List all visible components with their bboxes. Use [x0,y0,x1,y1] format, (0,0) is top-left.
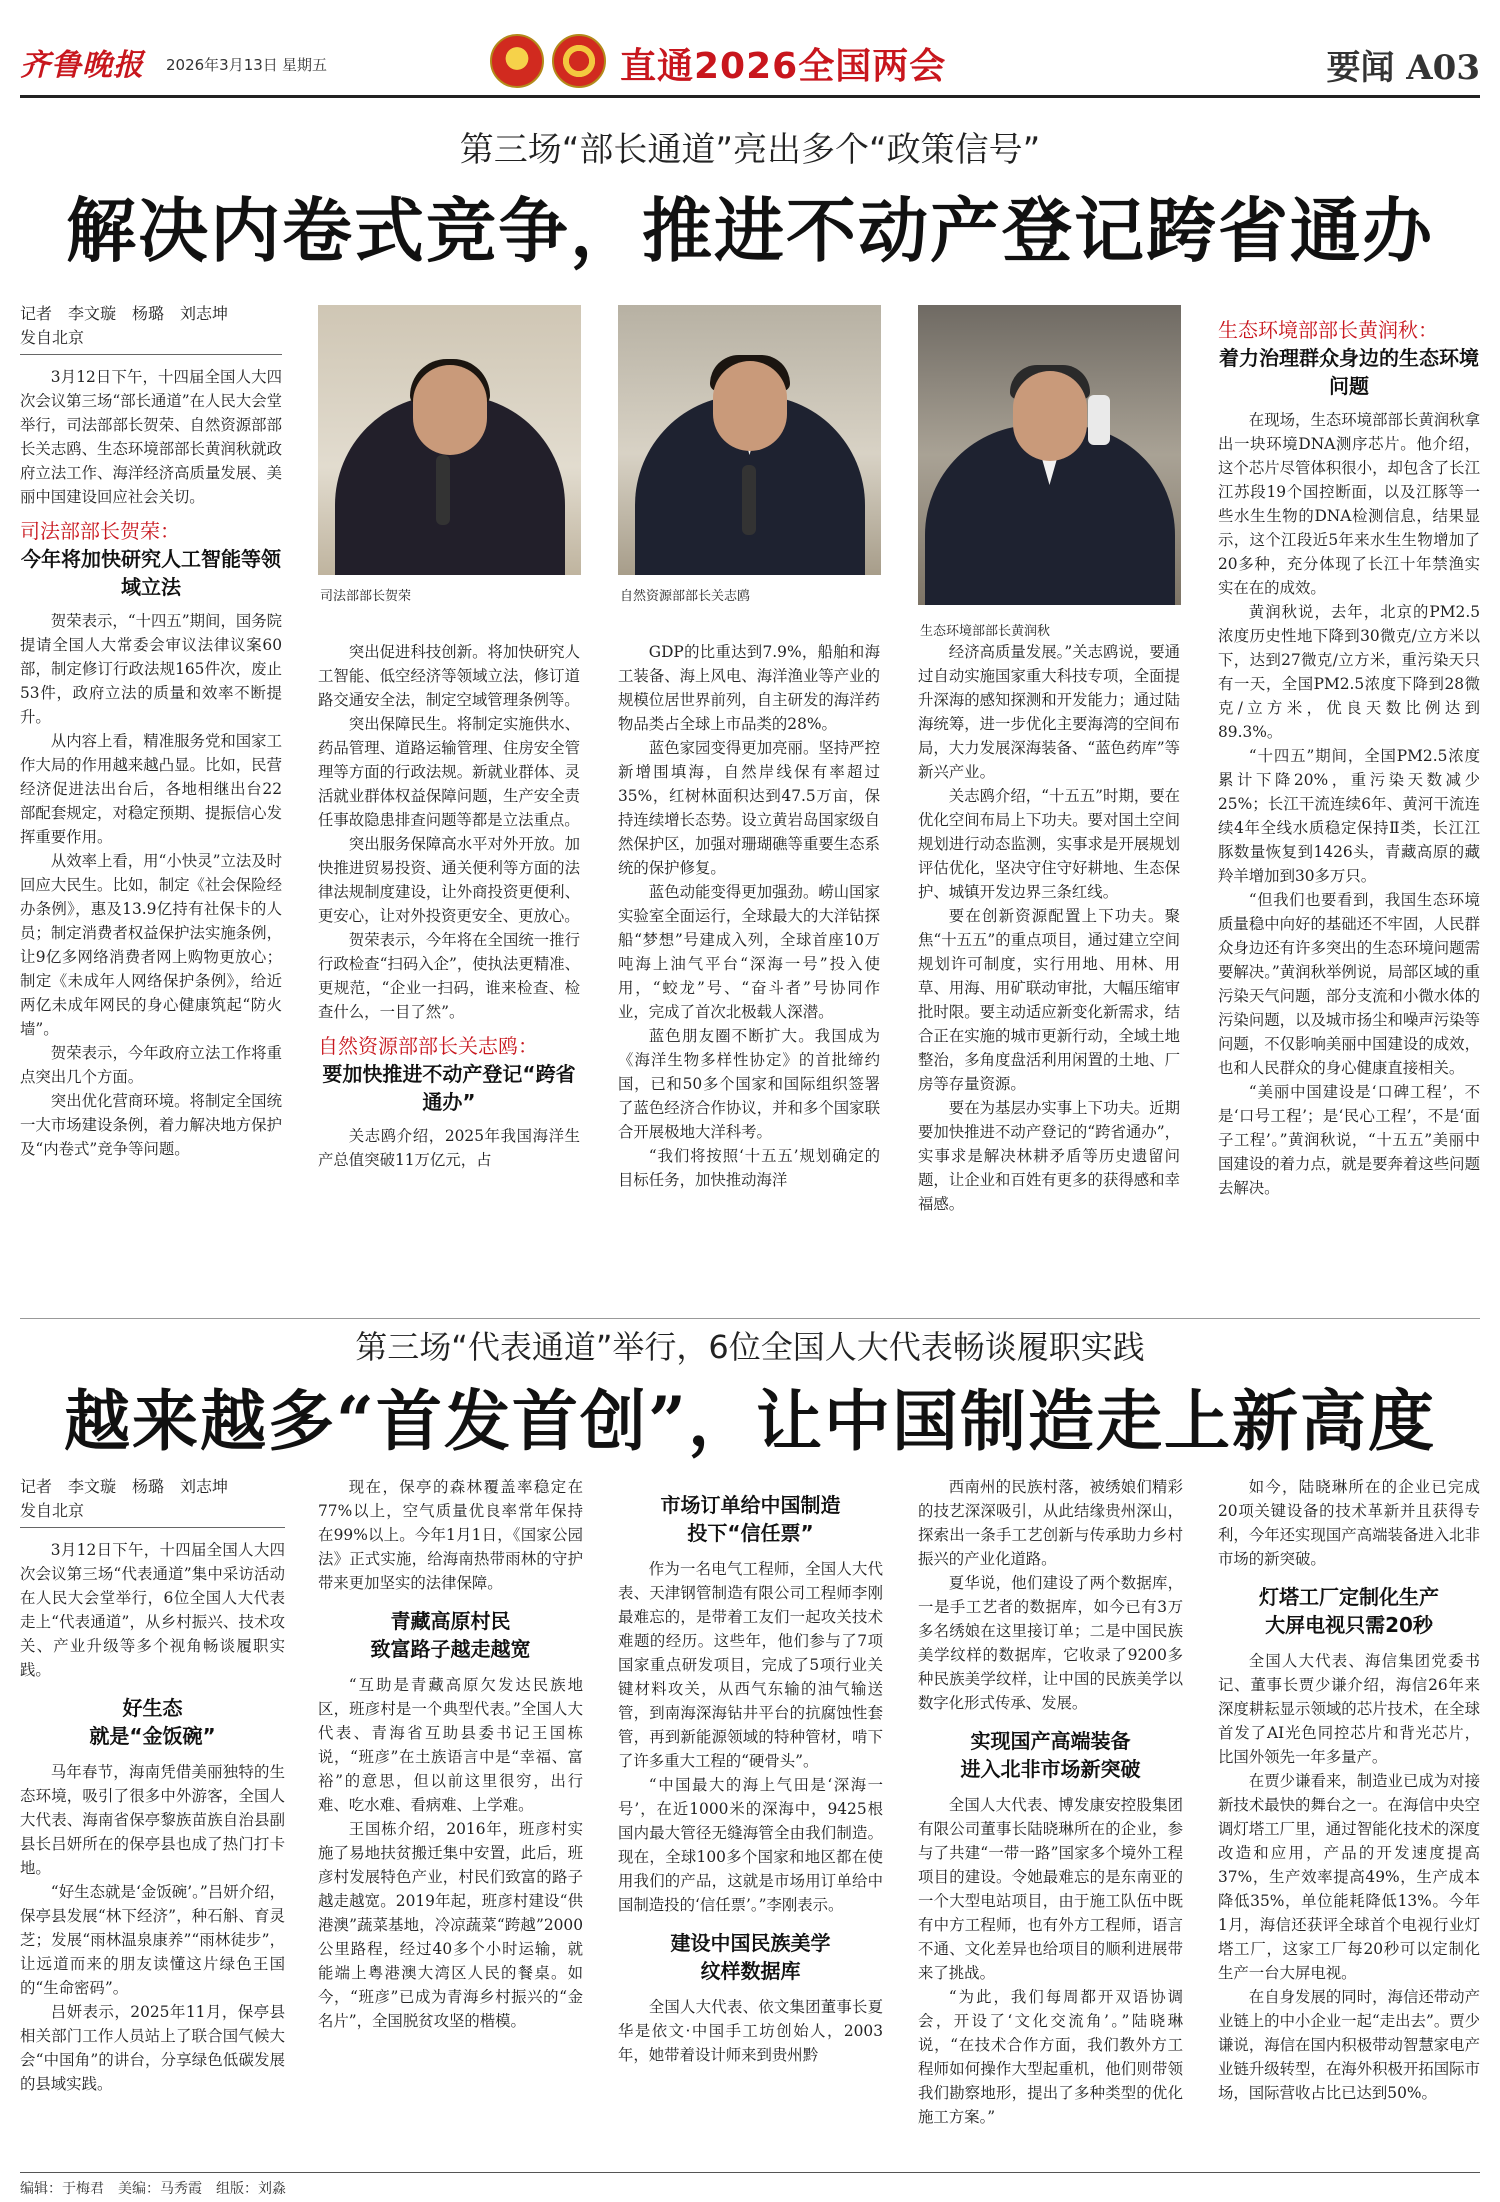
photo-caption-1: 司法部部长贺荣 [320,589,412,604]
cppcc-emblem-icon [552,34,606,88]
story1-intro: 3月12日下午，十四届全国人大四次会议第三场“部长通道”在人民大会堂举行，司法部部长贺荣、自然资源部部长关志鸥、生态环境部部长黄润秋就政府立法工作、海洋经济高质量发展、美丽中国建设回应社会关切。 [20,368,282,506]
story1-column-2: 突出促进科技创新。将加快研究人工智能、低空经济等领域立法，修订道路交通安全法，制定空域管理条例等。 突出保障民生。将制定实施供水、药品管理、道路运输管理、住房安全管理等方面的行政法规。新就业群体、灵活就业群体权益保障问题，生产安全责任事故隐患排查问题等都是立法重点。 突出服务保障高水平对外开放。加快推进贸易投资、通关便利等方面的法律法规制度建设，让外商投资更便利、更安心，让对外投资更安全、更放心。 贺荣表示，今年将在全国统一推行行政检查“扫码入企”，使执法更精准、更规范，“企业一扫码，谁来检查、检查什么，一目了然”。 自然资源部部长关志鸥： 要加快推进不动产登记“跨省通办” 关志鸥介绍，2025年我国海洋生产总值突破11万亿元，占 [318,643,580,1169]
story1-column-4: 经济高质量发展。”关志鸥说，要通过自动实施国家重大科技专项，全面提升深海的感知探测和开发能力；通过陆海统筹，进一步优化主要海湾的空间布局，大力发展深海装备、“蓝色药库”等新兴产业。 关志鸥介绍，“十五五”时期，要在优化空间布局上下功夫。要对国土空间规划进行动态监测，实事求是开展规划评估优化，坚决守住守好耕地、生态保护、城镇开发边界三条红线。 要在创新资源配置上下功夫。聚焦“十五五”的重点项目，通过建立空间规划许可制度，实行用地、用林、用草、用海、用矿联动审批，大幅压缩审批时限。要主动适应新变化新需求，结合正在实施的城市更新行动，全域土地整治，多角度盘活利用闲置的土地、厂房等存量资源。 要在为基层办实事上下功夫。近期要加快推进不动产登记的“跨省通办”，实事求是解决林耕矛盾等历史遗留问题，让企业和百姓有更多的获得感和幸福感。 [918,643,1180,1213]
section-page: 要闻 A03 [1326,48,1480,88]
story1-headline: 解决内卷式竞争，推进不动产登记跨省通办 [66,189,1434,272]
issue-weekday: 星期五 [282,56,328,74]
story2-headline: 越来越多“首发首创”，让中国制造走上新高度 [64,1382,1436,1460]
story1-kicker: 第三场“部长通道”亮出多个“政策信号” [459,130,1041,170]
story1-column-3: GDP的比重达到7.9%，船舶和海工装备、海上风电、海洋渔业等产业的规模位居世界前列，自主研发的海洋药物品类占全球上市品类的28%。 蓝色家园变得更加亮丽。坚持严控新增围填海，自然岸线保有率超过35%，红树林面积达到47.5万亩，保持连续增长态势。设立黄岩岛国家级自然保护区，加强对珊瑚礁等重要生态系统的保护修复。 蓝色动能变得更加强劲。崂山国家实验室全面运行，全球最大的大洋钻探船“梦想”号建成入列，全球首座10万吨海上油气平台“深海一号”投入使用，“蛟龙”号、“奋斗者”号协同作业，完成了首次北极载人深潜。 蓝色朋友圈不断扩大。我国成为《海洋生物多样性协定》的首批缔约国，已和50多个国家和国际组织签署了蓝色经济合作协议，并和多个国家联合开展极地大洋科考。 “我们将按照‘十五五’规划确定的目标任务，加快推动海洋 [618,643,880,1189]
speaker-label-guan-zhiou: 自然资源部部长关志鸥： [318,1034,538,1058]
newspaper-logo: 齐鲁晚报 [20,48,144,83]
subheading-north-africa: 实现国产高端装备 进入北非市场新突破 [960,1729,1141,1781]
story2-byline: 记者 李文璇 杨璐 刘志坤 发自北京 [20,1475,285,1528]
story2-column-2: 现在，保亭的森林覆盖率稳定在77%以上，空气质量优良率常年保持在99%以上。今年1月1日，《国家公园法》正式实施，给海南热带雨林的守护带来更加坚实的法律保障。 青藏高原村民 致富路子越走越宽 “互助是青藏高原欠发达民族地区，班彦村是一个典型代表。”全国人大代表、青海省互助县委书记王国栋说，“班彦”在土族语言中是“幸福、富裕”的意思，但以前这里很穷，出行难、吃水难、看病难、上学难。 王国栋介绍，2016年，班彦村实施了易地扶贫搬迁集中安置，此后，班彦村发展特色产业，村民们致富的路子越走越宽。2019年起，班彦村建设“供港澳”蔬菜基地，冷凉蔬菜“跨越”2000公里路程，经过40多个小时运输，就能端上粤港澳大湾区人民的餐桌。如今，“班彦”已成为青海乡村振兴的“金名片”，全国脱贫攻坚的楷模。 [318,1478,583,2030]
story1-column-1: 记者 李文璇 杨璐 刘志坤 发自北京 3月12日下午，十四届全国人大四次会议第三场“部长通道”在人民大会堂举行，司法部部长贺荣、自然资源部部长关志鸥、生态环境部部长黄润秋就政府立法工作、海洋经济高质量发展、美丽中国建设回应社会关切。 司法部部长贺荣： 今年将加快研究人工智能等领域立法 贺荣表示，“十四五”期间，国务院提请全国人大常委会审议法律议案60部，制定修订行政法规165件次，废止53件，政府立法的质量和效率不断提升。 从内容上看，精准服务党和国家工作大局的作用越来越凸显。比如，民营经济促进法出台后，各地相继出台22部配套规定，对稳定预期、提振信心发挥重要作用。 从效率上看，用“小快灵”立法及时回应大民生。比如，制定《社会保险经办条例》，惠及13.9亿持有社保卡的人员；制定消费者权益保护法实施条例，让9亿多网络消费者网上购物更放心；制定《未成年人网络保护条例》，给近两亿未成年网民的身心健康筑起“防火墙”。 贺荣表示，今年政府立法工作将重点突出几个方面。 突出优化营商环境。将制定全国统一大市场建设条例，着力解决地方保护及“内卷式”竞争等问题。 [20,304,282,1158]
speaker-label-he-rong: 司法部部长贺荣： [20,519,180,543]
subheading-ethnic-patterns: 建设中国民族美学 纹样数据库 [670,1931,831,1983]
story-divider [20,1318,1480,1319]
subheading-market-orders: 市场订单给中国制造 投下“信任票” [660,1493,841,1545]
photo-he-rong [318,305,581,575]
masthead [20,34,1480,90]
story2-kicker: 第三场“代表通道”举行，6位全国人大代表畅谈履职实践 [355,1328,1145,1366]
story2-intro: 3月12日下午，十四届全国人大四次会议第三场“代表通道”集中采访活动在人民大会堂举行，6位全国人大代表走上“代表通道”，从乡村振兴、技术攻关、产业升级等多个视角畅谈履职实践。 [20,1541,285,1679]
story2-column-3: 市场订单给中国制造 投下“信任票” 作为一名电气工程师，全国人大代表、天津钢管制造有限公司工程师李刚最难忘的，是带着工友们一起攻关技术难题的经历。这些年，他们参与了7项国家重点研发项目，完成了5项行业关键材料攻关，从西气东输的油气输送管，到南海深海钻井平台的抗腐蚀性套管，再到新能源领域的特种管材，啃下了许多重大工程的“硬骨头”。 “中国最大的海上气田是‘深海一号’，在近1000米的深海中，9425根国内最大管径无缝海管全由我们制造。现在，全球100多个国家和地区都在使用我们的产品，这就是市场用订单给中国制造投的‘信任票’。”李刚表示。 建设中国民族美学 纹样数据库 全国人大代表、依文集团董事长夏华是依文·中国手工坊创始人，2003年，她带着设计师来到贵州黔 [618,1493,883,2064]
story1-byline: 记者 李文璇 杨璐 刘志坤 发自北京 [20,302,282,355]
subheading-cross-province: 要加快推进不动产登记“跨省通办” [322,1062,576,1114]
subheading-ecology: 着力治理群众身边的生态环境问题 [1219,346,1479,398]
photo-caption-2: 自然资源部部长关志鸥 [620,589,751,604]
story1-column-5: 生态环境部部长黄润秋： 着力治理群众身边的生态环境问题 在现场，生态环境部部长黄润秋拿出一块环境DNA测序芯片。他介绍，这个芯片尽管体积很小，却包含了长江江苏段19个国控断面，以及江豚等一些水生生物的DNA检测信息，结果显示，这个江段近5年来水生生物增加了20多种，充分体现了长江十年禁渔实实在在的成效。 黄润秋说，去年，北京的PM2.5浓度历史性地下降到30微克/立方米以下，达到27微克/立方米，重污染天只有一天，全国PM2.5浓度下降到28微克/立方米，优良天数比例达到89.3%。 “十四五”期间，全国PM2.5浓度累计下降20%，重污染天数减少25%；长江干流连续6年、黄河干流连续4年全线水质稳定保持Ⅱ类，长江江豚数量恢复到1426头，青藏高原的藏羚羊增加到30多万只。 “但我们也要看到，我国生态环境质量稳中向好的基础还不牢固，人民群众身边还有许多突出的生态环境问题需要解决。”黄润秋举例说，局部区域的重污染天气问题，部分支流和小微水体的污染问题，以及城市扬尘和噪声污染等问题，不仅影响美丽中国建设的成效，也和人民群众的身心健康直接相关。 “美丽中国建设是‘口碑工程’，不是‘口号工程’；是‘民心工程’，不是‘面子工程’。”黄润秋说，“十五五”美丽中国建设的着力点，就是要奔着这些问题去解决。 [1218,318,1480,1197]
footer-rule [20,2172,1480,2173]
story2-column-4: 西南州的民族村落，被绣娘们精彩的技艺深深吸引，从此结缘贵州深山，探索出一条手工艺创新与传承助力乡村振兴的产业化道路。 夏华说，他们建设了两个数据库，一是手工艺者的数据库，如今已有3万多名绣娘在这里接订单；二是中国民族美学纹样的数据库，它收录了9200多种民族美学纹样，让中国的民族美学以数字化形式传承、发展。 实现国产高端装备 进入北非市场新突破 全国人大代表、博发康安控股集团有限公司董事长陆晓琳所在的企业，参与了共建“一带一路”国家多个境外工程项目的建设。令她最难忘的是东南亚的一个大型电站项目，由于施工队伍中既有中方工程师，也有外方工程师，语言不通、文化差异也给项目的顺利进展带来了挑战。 “为此，我们每周都开双语协调会，开设了‘文化交流角’。”陆晓琳说，“在技术合作方面，我们教外方工程师如何操作大型起重机，他们则带领我们勘察地形，提出了多种类型的优化施工方案。” [918,1478,1183,2126]
column-title: 直通2026全国两会 [620,46,947,87]
subheading-lighthouse-factory: 灯塔工厂定制化生产 大屏电视只需20秒 [1259,1585,1439,1637]
national-emblem-icon [490,34,544,88]
photo-huang-runqiu [918,305,1181,605]
photo-guan-zhiou [618,305,881,575]
photo-caption-3: 生态环境部部长黄润秋 [920,624,1051,639]
subheading-good-ecology: 好生态 就是“金饭碗” [89,1696,216,1748]
issue-date: 2026年3月13日 [166,56,278,74]
subheading-qinghai-tibet: 青藏高原村民 致富路子越走越宽 [370,1609,531,1661]
speaker-label-huang-runqiu: 生态环境部部长黄润秋： [1218,318,1438,342]
masthead-rule [20,95,1480,98]
subheading-ai-legislation: 今年将加快研究人工智能等领域立法 [21,547,281,599]
story2-column-1: 记者 李文璇 杨璐 刘志坤 发自北京 3月12日下午，十四届全国人大四次会议第三场“代表通道”集中采访活动在人民大会堂举行，6位全国人大代表走上“代表通道”，从乡村振兴、技术攻关、产业升级等多个视角畅谈履职实践。 好生态 就是“金饭碗” 马年春节，海南凭借美丽独特的生态环境，吸引了很多中外游客，全国人大代表、海南省保亭黎族苗族自治县副县长吕妍所在的保亭县也成了热门打卡地。 “好生态就是‘金饭碗’。”吕妍介绍，保亭县发展“林下经济”，种石斛、育灵芝；发展“雨林温泉康养”“雨林徒步”，让远道而来的朋友读懂这片绿色王国的“生命密码”。 吕妍表示，2025年11月，保亭县相关部门工作人员站上了联合国气候大会“中国角”的讲台，分享绿色低碳发展的县域实践。 [20,1477,285,2093]
page-credits: 编辑：于梅君 美编：马秀霞 组版：刘淼 [20,2181,286,2197]
story2-column-5: 如今，陆晓琳所在的企业已完成20项关键设备的技术革新并且获得专利，今年还实现国产高端装备进入北非市场的新突破。 灯塔工厂定制化生产 大屏电视只需20秒 全国人大代表、海信集团党委书记、董事长贾少谦介绍，海信26年来深度耕耘显示领域的芯片技术，在全球首发了AI光色同控芯片和背光芯片，比国外领先一年多量产。 在贾少谦看来，制造业已成为对接新技术最快的舞台之一。在海信中央空调灯塔工厂里，通过智能化技术的深度改造和应用，产品的开发速度提高37%，生产效率提高49%，生产成本降低35%，单位能耗降低13%。今年1月，海信还获评全球首个电视行业灯塔工厂，这家工厂每20秒可以定制化生产一台大屏电视。 在自身发展的同时，海信还带动产业链上的中小企业一起“走出去”。贾少谦说，海信在国内积极带动智慧家电产业链升级转型，在海外积极开拓国际市场，国际营收占比已达到50%。 [1218,1478,1480,2102]
